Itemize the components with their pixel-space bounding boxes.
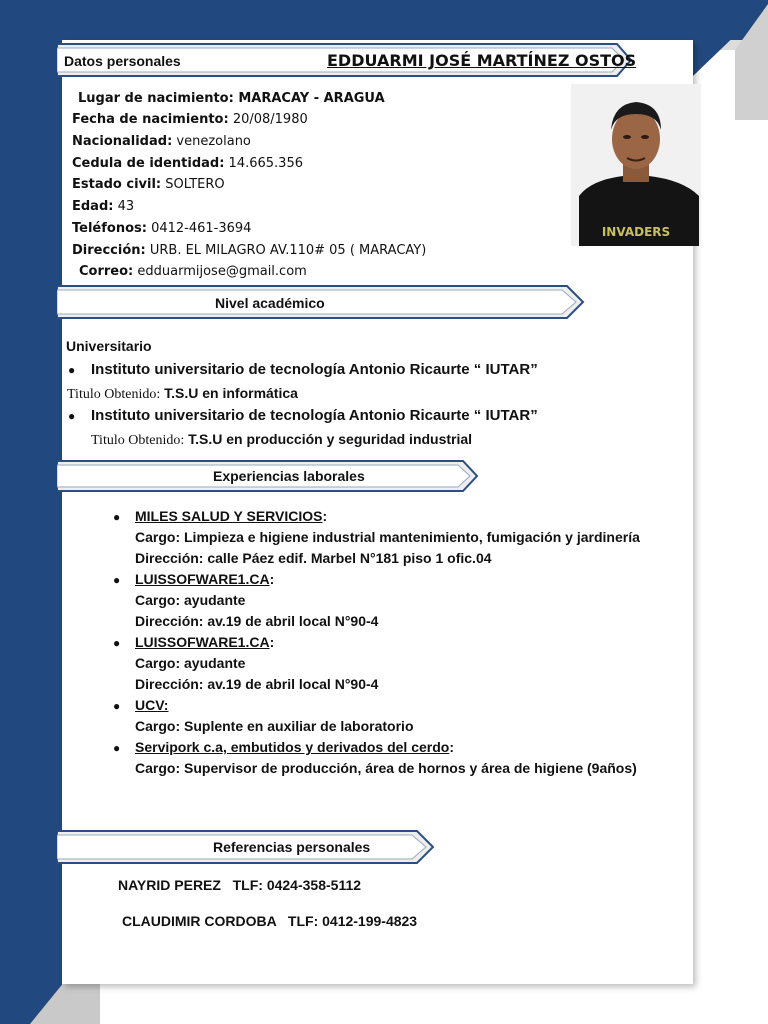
field-phones: Teléfonos: 0412-461-3694 (72, 221, 252, 236)
academic-title-2: Titulo Obtenido: T.S.U en producción y seguridad industrial (91, 431, 473, 448)
experience-section-title: Experiencias laborales (213, 468, 365, 484)
reference-2: CLAUDIMIR CORDOBA TLF: 0412-199-4823 (122, 913, 418, 929)
full-name: EDDUARMI JOSÉ MARTÍNEZ OSTOS (327, 51, 637, 70)
personal-section-title: Datos personales (64, 53, 181, 69)
bullet-icon: ● (113, 699, 121, 713)
experience-item-3: LUISSOFWARE1.CA: Cargo: ayudante Dirección: av.19 de abril local N°90-4 (135, 634, 379, 692)
bullet-icon: ● (113, 741, 121, 755)
reference-1: NAYRID PEREZ TLF: 0424-358-5112 (118, 877, 362, 893)
photo-shirt-text: INVADERS (601, 225, 671, 239)
bullet-icon: ● (113, 636, 121, 650)
references-section-title: Referencias personales (213, 839, 371, 855)
field-email: Correo: edduarmijose@gmail.com (79, 264, 307, 279)
academic-section-title: Nivel académico (215, 295, 325, 311)
experience-banner (57, 459, 481, 493)
academic-institution-2: Instituto universitario de tecnología Antonio Ricaurte “ IUTAR” (91, 407, 538, 424)
references-banner (57, 829, 437, 865)
experience-item-2: LUISSOFWARE1.CA: Cargo: ayudante Dirección: av.19 de abril local N°90-4 (135, 571, 379, 629)
experience-item-4: UCV: Cargo: Suplente en auxiliar de laboratorio (135, 697, 414, 734)
academic-level: Universitario (66, 338, 152, 354)
field-birthplace: Lugar de nacimiento: MARACAY - ARAGUA (78, 91, 385, 106)
bullet-icon: ● (68, 363, 76, 377)
bullet-icon: ● (68, 409, 76, 423)
field-address: Dirección: URB. EL MILAGRO AV.110# 05 ( MARACAY) (72, 243, 427, 258)
profile-photo (571, 84, 701, 246)
field-birthdate: Fecha de nacimiento: 20/08/1980 (72, 112, 308, 127)
bullet-icon: ● (113, 510, 121, 524)
academic-institution-1: Instituto universitario de tecnología Antonio Ricaurte “ IUTAR” (91, 361, 538, 378)
academic-title-1: Titulo Obtenido: T.S.U en informática (67, 385, 298, 402)
bullet-icon: ● (113, 573, 121, 587)
experience-item-1: MILES SALUD Y SERVICIOS: Cargo: Limpieza e higiene industrial mantenimiento, fumigación y jardinería Dirección: calle Páez edif. Marbel N°181 piso 1 ofic.04 (135, 508, 640, 566)
field-age: Edad: 43 (72, 199, 135, 214)
field-nationality: Nacionalidad: venezolano (72, 134, 251, 149)
academic-banner (57, 284, 587, 320)
field-civil-status: Estado civil: SOLTERO (72, 177, 225, 192)
field-id: Cedula de identidad: 14.665.356 (72, 156, 303, 171)
personal-data-banner (57, 42, 635, 78)
experience-item-5: Servipork c.a, embutidos y derivados del cerdo: Cargo: Supervisor de producción, área de hornos y área de higiene (9años) (135, 739, 637, 776)
